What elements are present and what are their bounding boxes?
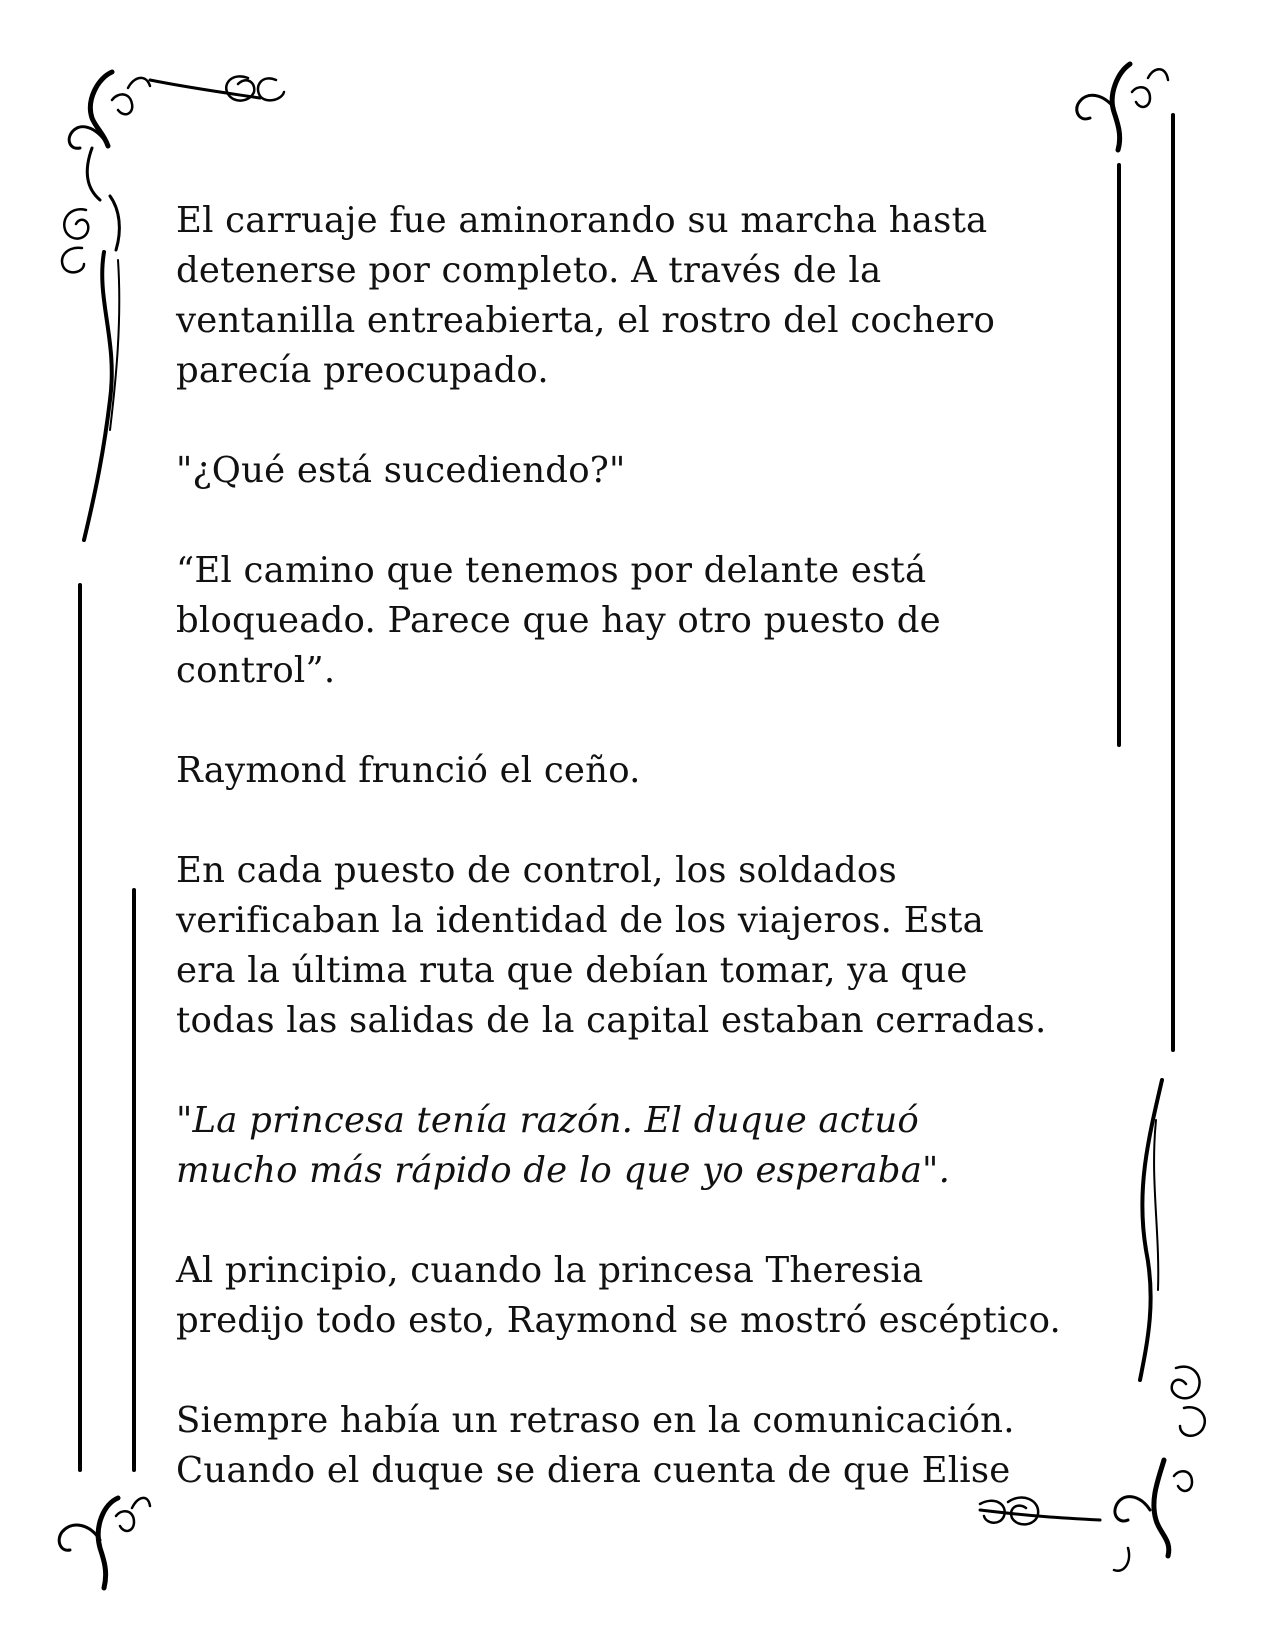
paragraph-inner-thought xyxy=(176,1096,1106,1196)
text-line: "La princesa tenía razón. El duque actuó xyxy=(176,1100,919,1141)
text-line: todas las salidas de la capital estaban cerradas. xyxy=(176,1000,1047,1041)
paragraph-road-blocked xyxy=(176,546,1106,696)
paragraph-raymond-frowned xyxy=(176,746,1106,796)
text-line: Siempre había un retraso en la comunicación. xyxy=(176,1400,1015,1441)
paragraph-spacer xyxy=(176,396,1106,446)
paragraph-spacer xyxy=(176,1196,1106,1246)
text-line: “El camino que tenemos por delante está xyxy=(176,550,927,591)
text-line: ventanilla entreabierta, el rostro del cochero xyxy=(176,300,996,341)
text-line: El carruaje fue aminorando su marcha hasta xyxy=(176,200,988,241)
text-line: Raymond frunció el ceño. xyxy=(176,750,641,791)
text-line: control”. xyxy=(176,650,336,691)
paragraph-spacer xyxy=(176,1046,1106,1096)
text-line: mucho más rápido de lo que yo esperaba". xyxy=(176,1150,951,1191)
paragraph-checkpoints xyxy=(176,846,1106,1046)
text-line: "¿Qué está sucediendo?" xyxy=(176,450,626,491)
paragraph-spacer xyxy=(176,1346,1106,1396)
document-body xyxy=(176,196,1106,1496)
paragraph-communication-delay xyxy=(176,1396,1106,1496)
text-line: verificaban la identidad de los viajeros. Esta xyxy=(176,900,984,941)
text-line: era la última ruta que debían tomar, ya que xyxy=(176,950,968,991)
paragraph-spacer xyxy=(176,796,1106,846)
paragraph-spacer xyxy=(176,496,1106,546)
text-line: predijo todo esto, Raymond se mostró escéptico. xyxy=(176,1300,1062,1341)
bottom-left-flourish-icon xyxy=(59,1498,150,1588)
text-line: parecía preocupado. xyxy=(176,350,549,391)
text-line: detenerse por completo. A través de la xyxy=(176,250,882,291)
text-line: bloqueado. Parece que hay otro puesto de xyxy=(176,600,941,641)
text-line: Al principio, cuando la princesa Theresia xyxy=(176,1250,924,1291)
paragraph-carriage-stops xyxy=(176,196,1106,396)
paragraph-skeptical xyxy=(176,1246,1106,1346)
text-line: En cada puesto de control, los soldados xyxy=(176,850,897,891)
paragraph-question xyxy=(176,446,1106,496)
top-right-flourish-icon xyxy=(1077,64,1168,150)
paragraph-spacer xyxy=(176,696,1106,746)
text-line: Cuando el duque se diera cuenta de que Elise xyxy=(176,1450,1011,1491)
